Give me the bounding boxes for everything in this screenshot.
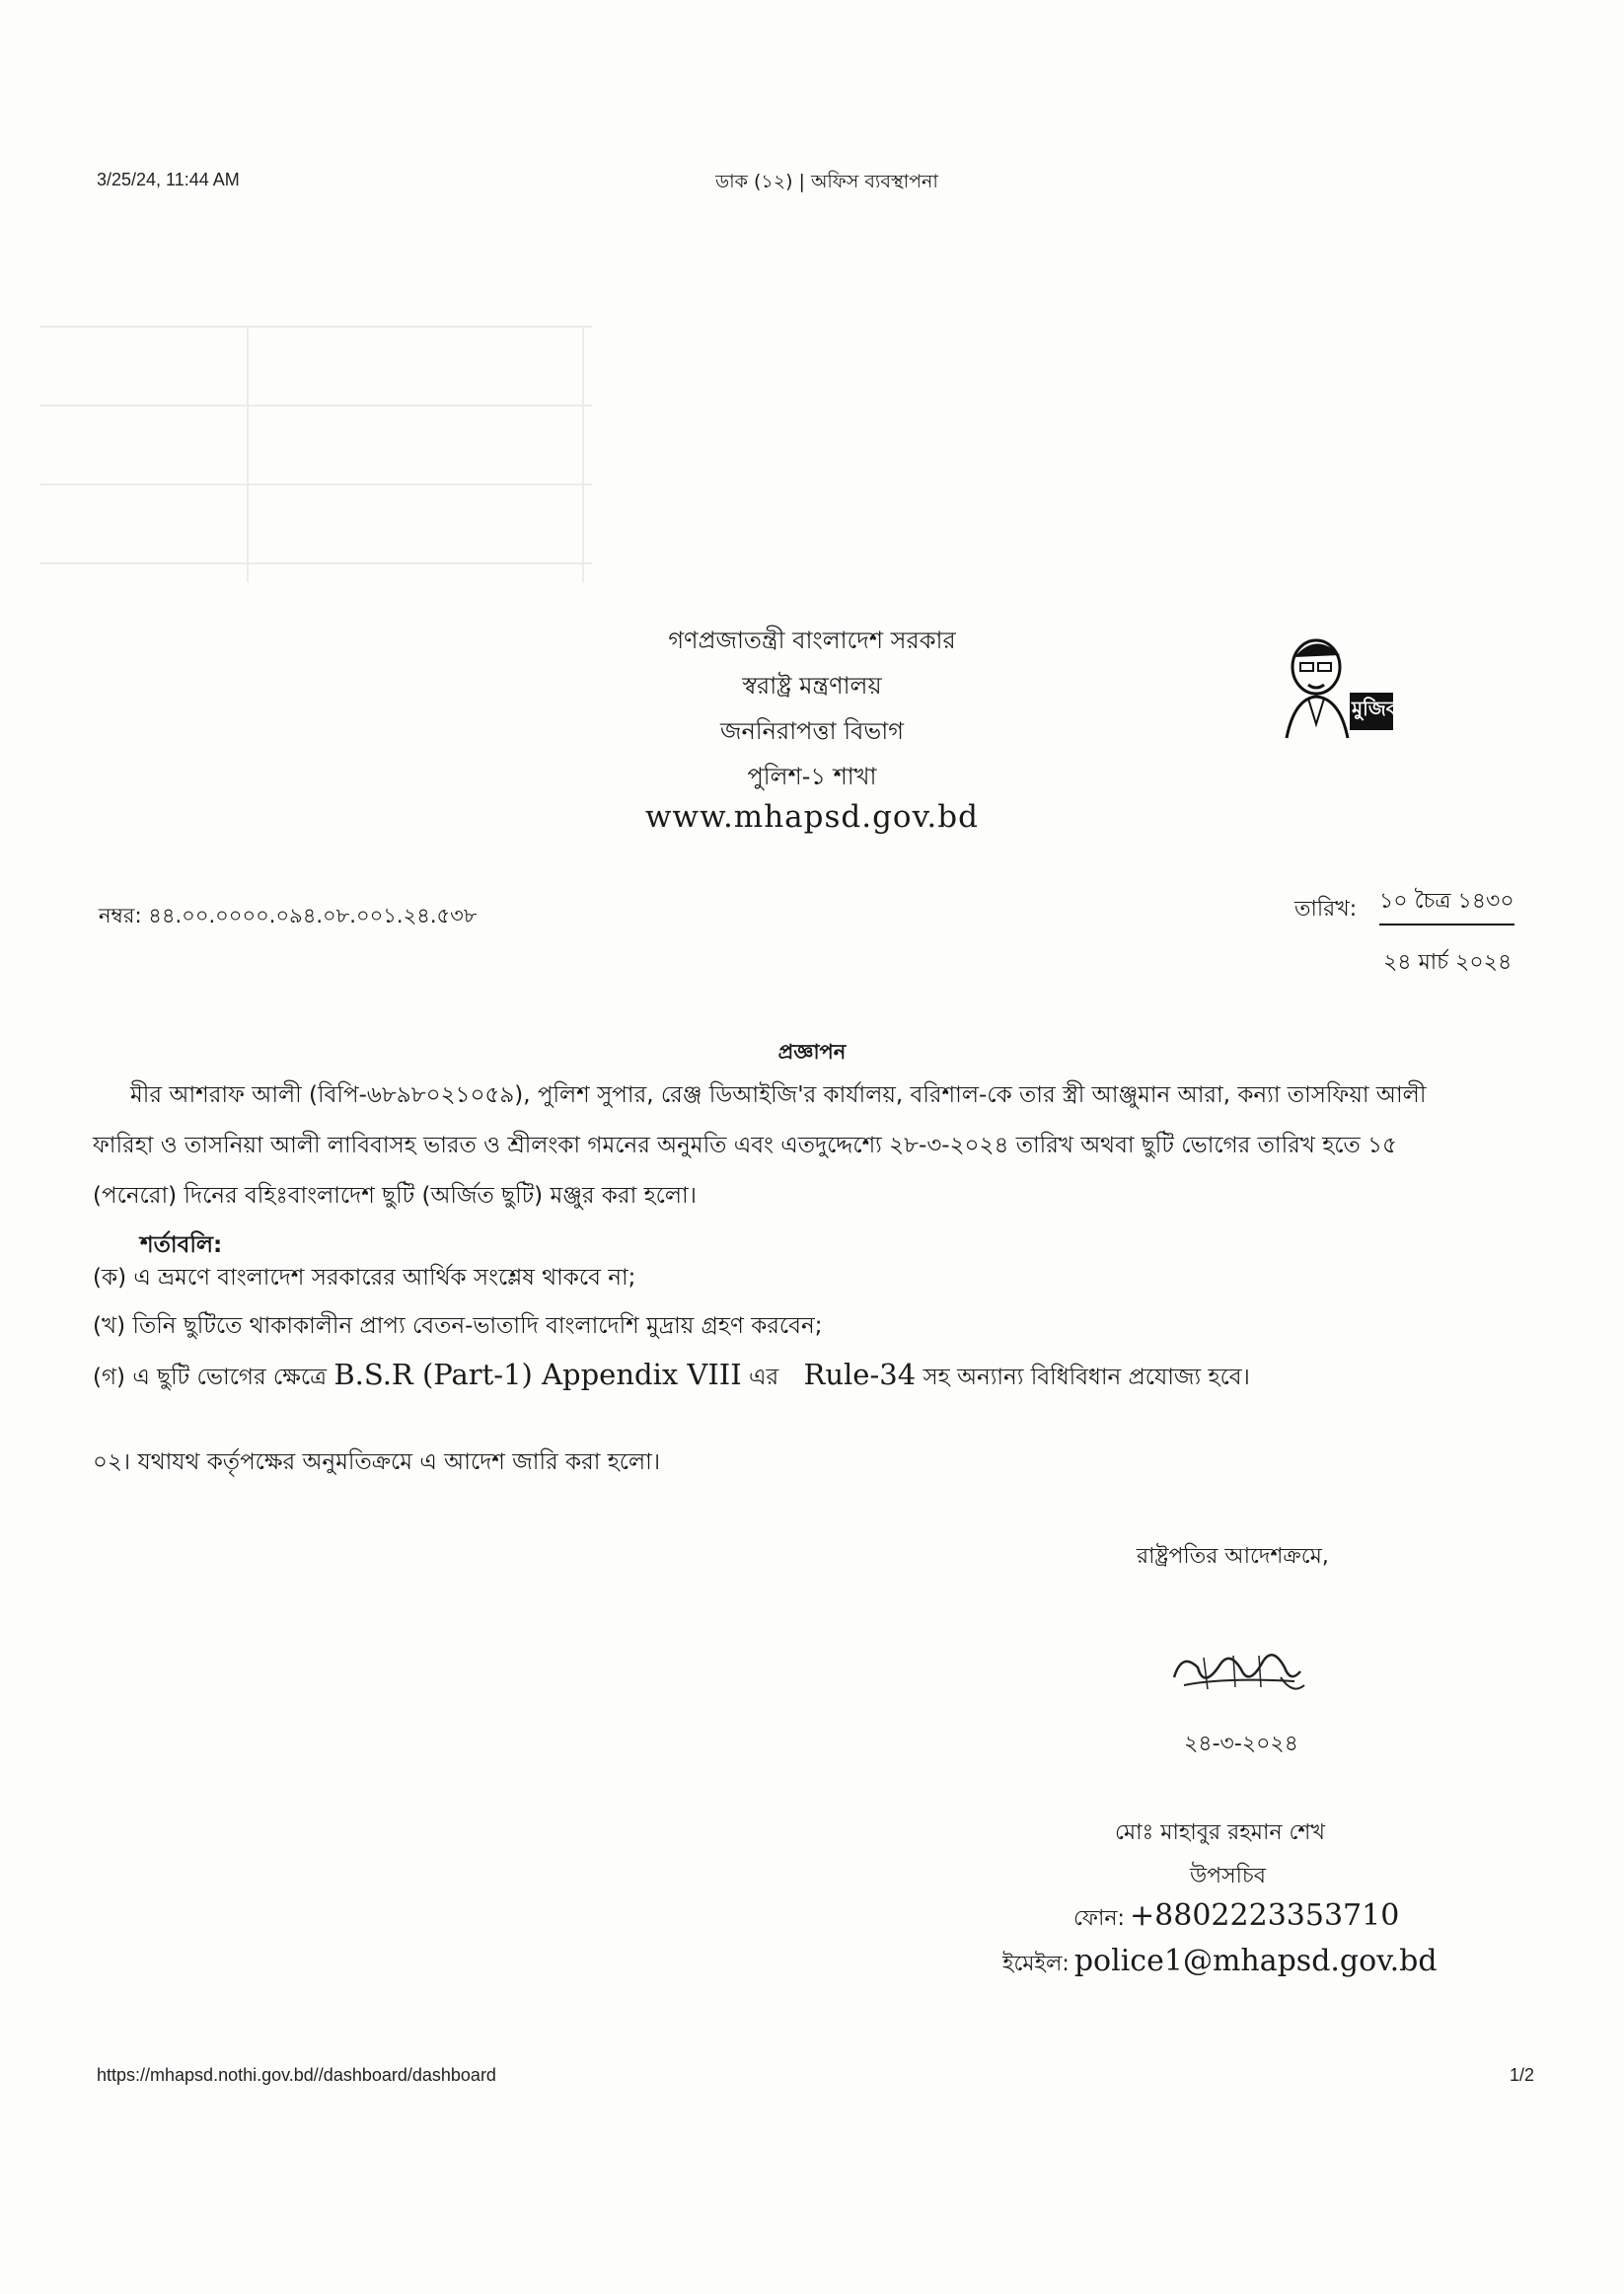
print-title [0, 168, 1624, 199]
phone-number[interactable]: +8802223353710 [1130, 1898, 1400, 1933]
memo-number-value: ৪৪.০০.০০০০.০৯৪.০৮.০০১.২৪.৫৩৮ [148, 904, 478, 927]
phone-label: ফোন: [1073, 1906, 1125, 1931]
conditions-heading: শর্তাবলি: [140, 1232, 223, 1258]
signature-date: ২৪-৩-২০২৪ [1184, 1732, 1298, 1756]
condition-kha: (খ) তিনি ছুটিতে থাকাকালীন প্রাপ্য বেতন-ভাতাদি বাংলাদেশি মুদ্রায় গ্রহণ করবেন; [93, 1313, 823, 1339]
memo-date-bangla: ১০ চৈত্র ১৪৩০ [1379, 884, 1514, 925]
by-order-of-president: রাষ্ট্রপতির আদেশক্রমে, [1137, 1544, 1329, 1569]
email-address[interactable]: police1@mhapsd.gov.bd [1073, 1944, 1438, 1978]
condition-ga-post: সহ অন্যান্য বিধিবিধান প্রযোজ্য হবে। [923, 1365, 1250, 1390]
ministry-name: স্বরাষ্ট্র মন্ত্রণালয় [742, 672, 882, 700]
print-footer-url[interactable]: https://mhapsd.nothi.gov.bd//dashboard/dashboard [97, 2065, 496, 2085]
condition-ga-mid: এর [749, 1365, 779, 1390]
website-url[interactable]: www.mhapsd.gov.bd [645, 799, 979, 835]
condition-ka: (ক) এ ভ্রমণে বাংলাদেশ সরকারের আর্থিক সংশ্লেষ থাকবে না; [93, 1265, 636, 1291]
signatory-phone [1073, 1898, 1399, 1938]
clause-02: ০২। যথাযথ কর্তৃপক্ষের অনুমতিক্রমে এ আদেশ জারি করা হলো। [93, 1449, 661, 1475]
handwritten-signature [1164, 1638, 1312, 1707]
condition-ga-ref2: Rule-34 [803, 1358, 917, 1391]
notice-para-line-2: ফারিহা ও তাসনিয়া আলী লাবিবাসহ ভারত ও শ্রীলংকা গমনের অনুমতি এবং এতদুদ্দেশ্যে ২৮-৩-২০২৪ তারিখ অথবা ছুটি ভোগের তারিখ হতে ১৫ [93, 1133, 1397, 1158]
signatory-name: মোঃ মাহাবুর রহমান শেখ [1115, 1820, 1325, 1845]
memo-number [99, 900, 477, 934]
email-label: ইমেইল: [1002, 1952, 1070, 1976]
signature-icon [1164, 1638, 1312, 1707]
signatory-designation: উপসচিব [1190, 1864, 1267, 1888]
branch-name: পুলিশ-১ শাখা [747, 763, 877, 790]
portrait-icon [1265, 628, 1433, 744]
notice-para-line-1: মীর আশরাফ আলী (বিপি-৬৮৯৮০২১০৫৯), পুলিশ সুপার, রেঞ্জ ডিআইজি'র কার্যালয়, বরিশাল-কে তার স্ত্রী আঞ্জুমান আরা, কন্যা তাসফিয়া আলী [130, 1082, 1427, 1108]
memo-date-label: তারিখ: [1294, 897, 1358, 922]
signatory-email [1002, 1944, 1438, 1983]
notice-heading: প্রজ্ঞাপন [777, 1040, 847, 1064]
print-datetime: 3/25/24, 11:44 AM [97, 170, 240, 189]
memo-number-label: নম্বর: [99, 904, 142, 927]
condition-ga-ref1: B.S.R (Part-1) Appendix VIII [333, 1358, 742, 1391]
mujib-year-logo [1265, 628, 1433, 744]
print-footer-page: 1/2 [1510, 2065, 1535, 2085]
condition-ga-pre: (গ) এ ছুটি ভোগের ক্ষেত্রে [93, 1365, 328, 1390]
memo-date-english: ২৪ মার্চ ২০২৪ [1383, 950, 1513, 975]
logo-lettering: মুজিব [1352, 697, 1397, 720]
notice-para-line-3: (পনেরো) দিনের বহিঃবাংলাদেশ ছুটি (অর্জিত ছুটি) মঞ্জুর করা হলো। [93, 1183, 697, 1209]
condition-ga [93, 1351, 1250, 1402]
gov-name: গণপ্রজাতন্ত্রী বাংলাদেশ সরকার [668, 627, 956, 654]
print-title-text: ডাক (১২) | অফিস ব্যবস্থাপনা [715, 171, 938, 192]
division-name: জননিরাপত্তা বিভাগ [720, 717, 904, 745]
